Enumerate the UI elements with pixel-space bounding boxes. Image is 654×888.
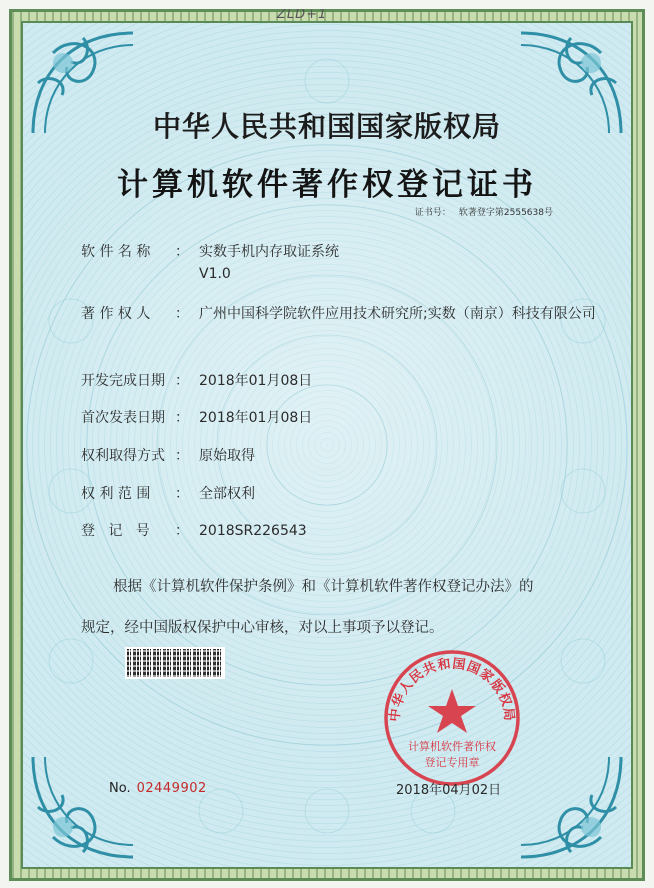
field-colon: ：: [175, 523, 189, 539]
certificate-number: [415, 205, 553, 218]
field-label: 著 作 权 人: [81, 306, 151, 322]
seal-line-2: 登记专用章: [424, 756, 480, 769]
qr-code: [127, 649, 223, 677]
field-label: 权利取得方式: [81, 448, 165, 464]
corner-ornament-bottom-right: [511, 747, 631, 867]
field-colon: ：: [175, 373, 189, 389]
field-label: 登 记 号: [81, 523, 150, 539]
field-colon: ：: [175, 448, 189, 464]
certificate-number-label: 证书号：: [414, 208, 451, 218]
seal-arc-text: 中华人民共和国国家版权局: [387, 656, 517, 723]
seal-star-icon: [428, 689, 476, 733]
declaration-line-1: 根据《计算机软件保护条例》和《计算机软件著作权登记办法》的: [113, 579, 534, 595]
serial-value: 02449902: [136, 781, 207, 796]
handwritten-note: ZLD+1: [277, 9, 328, 22]
field-colon: ：: [175, 486, 189, 502]
field-label: 首次发表日期: [81, 410, 165, 426]
field-value: 全部权利: [199, 486, 255, 502]
corner-ornament-bottom-left: [23, 747, 143, 867]
field-value: 实数手机内存取证系统 V1.0: [199, 244, 339, 282]
field-colon: ：: [175, 306, 189, 322]
serial-number: [109, 781, 207, 796]
field-label: 软 件 名 称: [81, 244, 151, 260]
certificate-title: 计算机软件著作权登记证书: [117, 167, 537, 203]
issuer-title: 中华人民共和国国家版权局: [152, 110, 501, 143]
serial-label: No.: [109, 781, 131, 796]
field-colon: ：: [175, 410, 189, 426]
field-colon: ：: [175, 244, 189, 260]
field-value: 2018年01月08日: [199, 373, 313, 389]
certificate-number-value: 软著登字第2555638号: [458, 208, 553, 218]
field-value: 原始取得: [199, 448, 255, 464]
declaration-line-2: 规定，经中国版权保护中心审核，对以上事项予以登记。: [81, 620, 444, 636]
field-value: 2018年01月08日: [199, 410, 313, 426]
issue-date: 2018年04月02日: [396, 783, 502, 798]
official-seal: [381, 647, 523, 789]
field-label: 权 利 范 围: [81, 486, 151, 502]
seal-line-1: 计算机软件著作权: [408, 740, 496, 753]
field-value: 2018SR226543: [199, 523, 307, 539]
field-value: 广州中国科学院软件应用技术研究所;实数（南京）科技有限公司: [199, 306, 596, 322]
certificate: [9, 9, 645, 881]
field-label: 开发完成日期: [81, 373, 165, 389]
